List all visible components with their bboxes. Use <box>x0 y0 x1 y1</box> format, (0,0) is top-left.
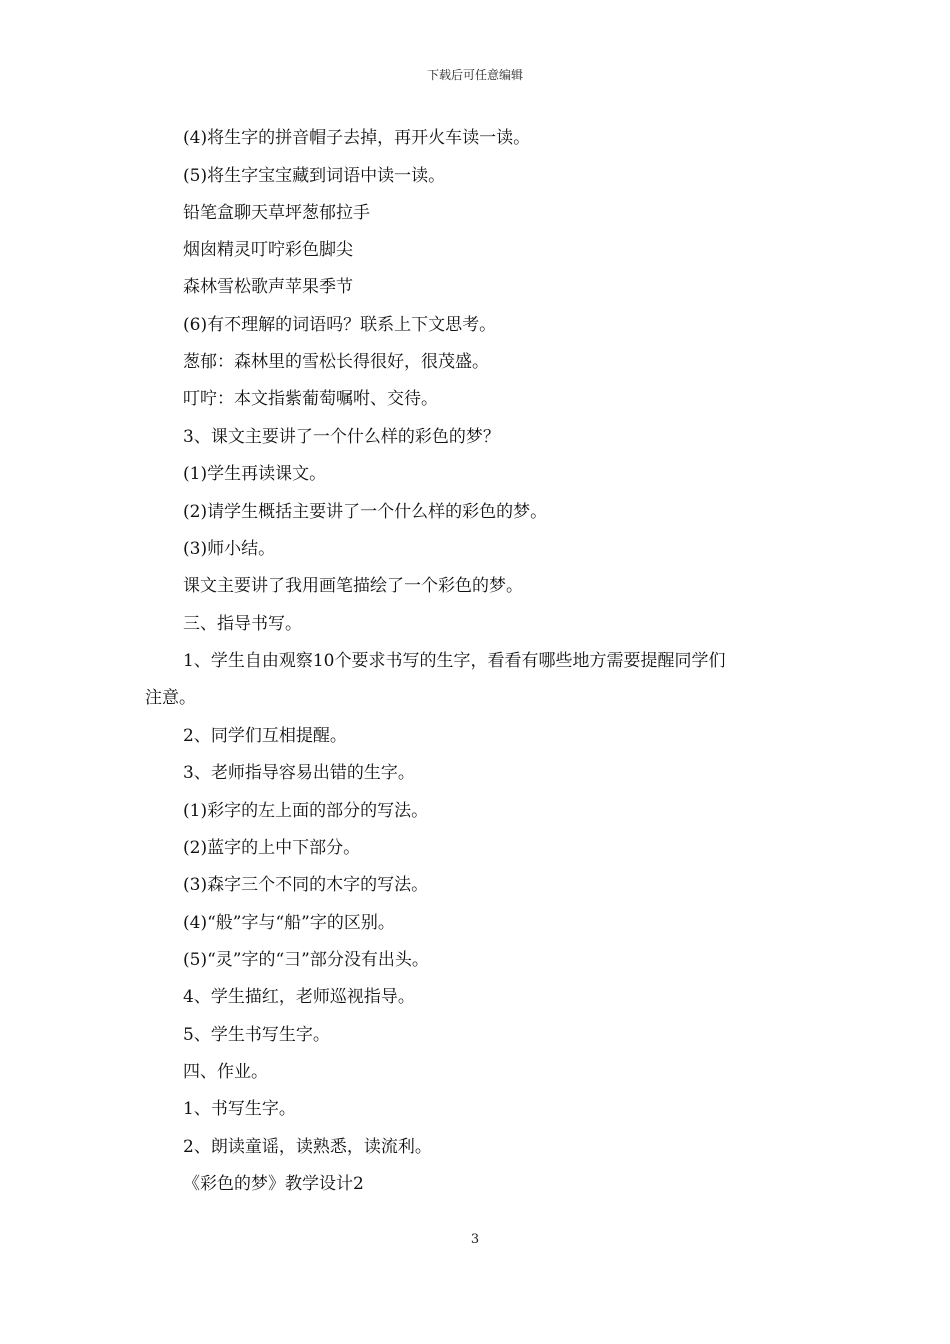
section-heading-3: 三、指导书写。 <box>183 614 302 634</box>
page-header: 下载后可任意编辑 <box>426 68 523 82</box>
text-line-7: 葱郁：森林里的雪松长得很好，很茂盛。 <box>183 352 489 372</box>
text-line-28: 2、朗读童谣，读熟悉，读流利。 <box>183 1137 432 1157</box>
text-line-21: (3)森字三个不同的木字的写法。 <box>183 875 429 895</box>
text-line-22: (4)“般”字与“船”字的区别。 <box>183 913 395 933</box>
text-line-4: 烟囱精灵叮咛彩色脚尖 <box>183 240 353 260</box>
text-line-11: (2)请学生概括主要讲了一个什么样的彩色的梦。 <box>183 502 548 522</box>
text-line-10: (1)学生再读课文。 <box>183 464 327 484</box>
text-line-1: (4)将生字的拼音帽子去掉，再开火车读一读。 <box>183 128 531 148</box>
text-line-6: (6)有不理解的词语吗？联系上下文思考。 <box>183 315 497 335</box>
text-line-29: 《彩色的梦》教学设计2 <box>183 1174 364 1194</box>
text-line-19: (1)彩字的左上面的部分的写法。 <box>183 801 429 821</box>
text-line-15: 1、学生自由观察10个要求书写的生字，看看有哪些地方需要提醒同学们 <box>183 651 726 671</box>
text-line-18: 3、老师指导容易出错的生字。 <box>183 763 415 783</box>
page-number: 3 <box>470 1232 480 1247</box>
text-line-17: 2、同学们互相提醒。 <box>183 726 347 746</box>
text-line-25: 5、学生书写生字。 <box>183 1025 330 1045</box>
text-line-20: (2)蓝字的上中下部分。 <box>183 838 361 858</box>
text-line-16-continuation: 注意。 <box>145 688 196 708</box>
section-heading-4: 四、作业。 <box>183 1062 268 1082</box>
text-line-12: (3)师小结。 <box>183 539 276 559</box>
text-line-3: 铅笔盒聊天草坪葱郁拉手 <box>183 203 370 223</box>
text-line-8: 叮咛：本文指紫葡萄嘱咐、交待。 <box>183 389 438 409</box>
text-line-9: 3、课文主要讲了一个什么样的彩色的梦？ <box>183 427 500 447</box>
text-line-23: (5)“灵”字的“彐”部分没有出头。 <box>183 950 429 970</box>
text-line-24: 4、学生描红，老师巡视指导。 <box>183 987 415 1007</box>
text-line-5: 森林雪松歌声苹果季节 <box>183 277 353 297</box>
text-line-2: (5)将生字宝宝藏到词语中读一读。 <box>183 166 446 186</box>
text-line-27: 1、书写生字。 <box>183 1099 296 1119</box>
text-line-13: 课文主要讲了我用画笔描绘了一个彩色的梦。 <box>183 576 523 596</box>
